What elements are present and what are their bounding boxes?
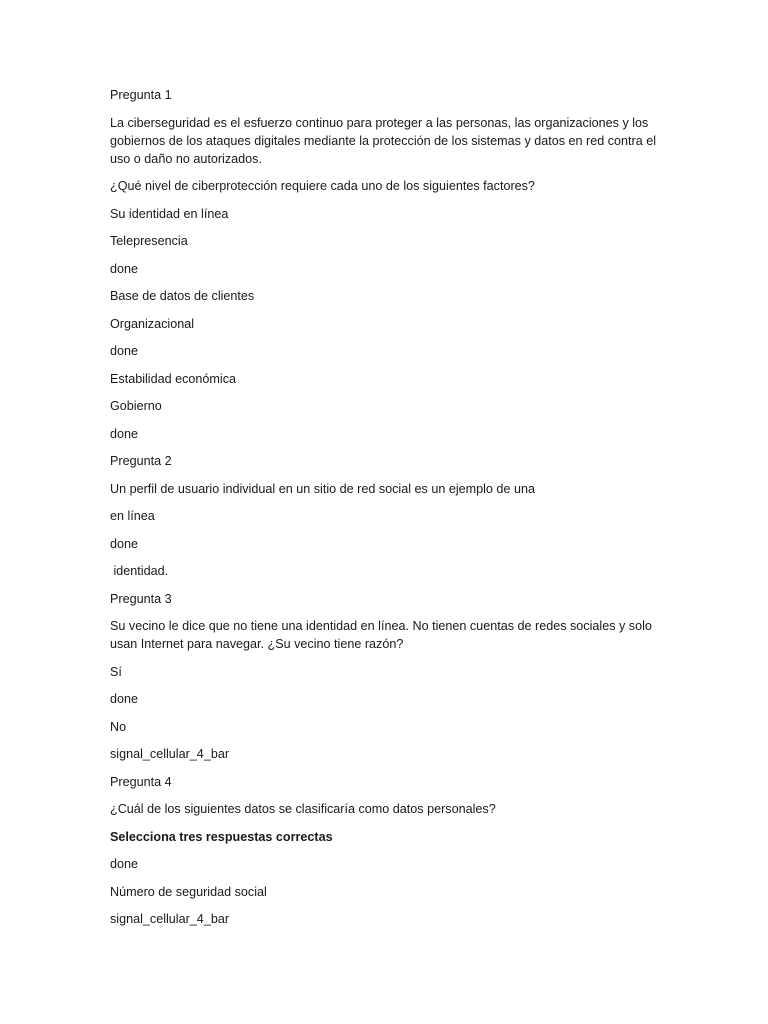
- paragraph: Telepresencia: [110, 234, 188, 248]
- question-heading: Pregunta 3: [110, 591, 172, 606]
- signal-marker: signal_cellular_4_bar: [110, 747, 230, 761]
- question-heading: Pregunta 4: [110, 774, 172, 789]
- question-heading: Pregunta 2: [110, 454, 172, 468]
- done-marker: done: [110, 344, 139, 358]
- signal-marker: signal_cellular_4_bar: [110, 912, 230, 926]
- done-marker: done: [110, 426, 139, 441]
- paragraph: Su identidad en línea: [110, 206, 229, 221]
- paragraph: Un perfil de usuario individual en un sitio de red social es un ejemplo de una: [110, 481, 535, 496]
- paragraph: Número de seguridad social: [110, 884, 267, 899]
- paragraph: Estabilidad económica: [110, 371, 237, 386]
- done-marker: done: [110, 261, 139, 276]
- instruction-text: Selecciona tres respuestas correctas: [110, 829, 333, 844]
- paragraph: La ciberseguridad es el esfuerzo continuo para proteger a las personas, las organizaciones y los gobiernos de los ataques digitales mediante la protección de los sistemas y datos en red contra el uso o daño no autorizados.: [110, 115, 660, 166]
- paragraph: en línea: [110, 509, 155, 523]
- paragraph: Sí: [110, 664, 122, 679]
- paragraph: Gobierno: [110, 399, 162, 413]
- done-marker: done: [110, 857, 139, 871]
- paragraph: ¿Qué nivel de ciberprotección requiere cada uno de los siguientes factores?: [110, 179, 535, 193]
- paragraph: Base de datos de clientes: [110, 289, 255, 303]
- paragraph: Su vecino le dice que no tiene una identidad en línea. No tienen cuentas de redes sociales y solo usan Internet para navegar. ¿Su vecino tiene razón?: [110, 619, 656, 651]
- paragraph: Organizacional: [110, 316, 195, 331]
- done-marker: done: [110, 536, 139, 551]
- question-heading: Pregunta 1: [110, 88, 172, 102]
- paragraph: ¿Cuál de los siguientes datos se clasificaría como datos personales?: [110, 802, 496, 816]
- done-marker: done: [110, 692, 139, 706]
- document-page: [110, 86, 662, 938]
- paragraph: No: [110, 719, 127, 734]
- paragraph: identidad.: [110, 564, 169, 578]
